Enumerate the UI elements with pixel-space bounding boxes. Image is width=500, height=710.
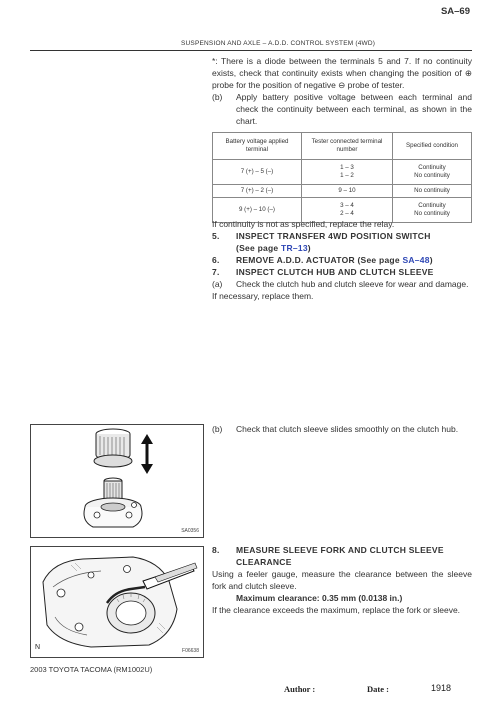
ref-prefix: (See page bbox=[236, 243, 282, 253]
step-7b bbox=[212, 423, 472, 435]
table-cell-line: 2 – 4 bbox=[340, 210, 354, 217]
table-cell-battery: 9 (+) – 10 (–) bbox=[213, 198, 302, 223]
step-number: 6. bbox=[212, 255, 220, 265]
figure-feeler-gauge bbox=[30, 546, 204, 658]
step-title: INSPECT CLUTCH HUB AND CLUTCH SLEEVE bbox=[236, 267, 434, 277]
intro-block bbox=[212, 55, 472, 127]
step-6 bbox=[212, 254, 472, 266]
step-7a bbox=[212, 278, 472, 290]
table-row bbox=[213, 185, 472, 198]
figure-clutch-hub bbox=[30, 424, 204, 538]
step-8 bbox=[212, 544, 472, 568]
footer-page-number: 1918 bbox=[431, 683, 452, 693]
page-link-sa48[interactable]: SA–48 bbox=[402, 255, 430, 265]
ref-suffix: ) bbox=[307, 243, 311, 253]
step-text: Check that clutch sleeve slides smoothly on the clutch hub. bbox=[236, 424, 459, 434]
page-number: SA–69 bbox=[440, 6, 470, 17]
table-cell-battery: 7 (+) – 5 (–) bbox=[213, 160, 302, 185]
table-row bbox=[213, 160, 472, 185]
step-label: (b) bbox=[212, 424, 223, 434]
table-cell-line: 1 – 2 bbox=[340, 172, 354, 179]
steps-5-7 bbox=[212, 218, 472, 302]
feeler-gauge-illustration bbox=[31, 547, 203, 657]
step-7b-block bbox=[212, 423, 472, 435]
step-7 bbox=[212, 266, 472, 278]
table-cell-tester: 9 – 10 bbox=[302, 185, 393, 198]
clutch-hub-illustration bbox=[31, 425, 203, 537]
step-8-block bbox=[212, 544, 472, 616]
replace-note: If necessary, replace them. bbox=[212, 291, 314, 301]
table-header-tester: Tester connected terminal number bbox=[302, 133, 393, 160]
footer-author-label: Author : bbox=[284, 684, 316, 694]
replace-note: If the clearance exceeds the maximum, replace the fork or sleeve. bbox=[212, 605, 461, 615]
step-b-intro bbox=[212, 91, 472, 127]
relay-note: If continuity is not as specified, replace the relay. bbox=[212, 219, 395, 229]
slide-arrow-icon bbox=[141, 434, 153, 474]
step-text: Check the clutch hub and clutch sleeve for wear and damage. bbox=[236, 279, 469, 289]
table-cell-line: Continuity bbox=[418, 201, 446, 209]
continuity-table bbox=[212, 132, 472, 223]
step-text: Apply battery positive voltage between each terminal and check the continuity between each terminal, as shown in the chart. bbox=[236, 92, 472, 126]
step-title: INSPECT TRANSFER 4WD POSITION SWITCH bbox=[236, 231, 431, 241]
step-5 bbox=[212, 230, 472, 242]
ref-suffix: ) bbox=[429, 255, 433, 265]
table-cell-condition bbox=[393, 160, 472, 185]
step-5-ref bbox=[212, 242, 472, 254]
table-header-condition: Specified condition bbox=[393, 133, 472, 160]
table-cell-tester bbox=[302, 160, 393, 185]
table-cell-battery: 7 (+) – 2 (–) bbox=[213, 185, 302, 198]
figure-code: SA0356 bbox=[181, 528, 199, 534]
table-header-row bbox=[213, 133, 472, 160]
step-title: REMOVE A.D.D. ACTUATOR (See page bbox=[236, 255, 403, 265]
table-header-battery: Battery voltage applied terminal bbox=[213, 133, 302, 160]
table-cell-line: Continuity bbox=[418, 163, 446, 171]
header-divider bbox=[30, 50, 472, 51]
table-cell-line: 3 – 4 bbox=[340, 201, 354, 209]
page-link-tr13[interactable]: TR–13 bbox=[281, 243, 308, 253]
step-label: (a) bbox=[212, 279, 223, 289]
step-number: 5. bbox=[212, 231, 220, 241]
diode-note: *: There is a diode between the terminals 5 and 7. If no continuity exists, check that continuity exists when changing the position of ⊕ probe for the position of negative ⊖ probe of tester. bbox=[212, 56, 472, 90]
step-number: 8. bbox=[212, 545, 220, 555]
section-title: SUSPENSION AND AXLE – A.D.D. CONTROL SYSTEM (4WD) bbox=[181, 40, 376, 47]
step-title: MEASURE SLEEVE FORK AND CLUTCH SLEEVE CLEARANCE bbox=[236, 545, 444, 567]
step-label: (b) bbox=[212, 92, 223, 102]
table-cell-line: 1 – 3 bbox=[340, 163, 354, 171]
table-cell-line: No continuity bbox=[414, 172, 450, 179]
table-cell-condition: No continuity bbox=[393, 185, 472, 198]
footer-date-label: Date : bbox=[367, 684, 389, 694]
step-number: 7. bbox=[212, 267, 220, 277]
north-marker: N bbox=[35, 644, 41, 651]
step-text: Using a feeler gauge, measure the clearance between the sleeve fork and clutch sleeve. bbox=[212, 569, 472, 591]
figure-code: F06638 bbox=[182, 648, 199, 654]
footer-model: 2003 TOYOTA TACOMA (RM1002U) bbox=[30, 665, 153, 674]
clearance-spec: Maximum clearance: 0.35 mm (0.0138 in.) bbox=[236, 593, 403, 603]
table-cell-line: No continuity bbox=[414, 210, 450, 217]
